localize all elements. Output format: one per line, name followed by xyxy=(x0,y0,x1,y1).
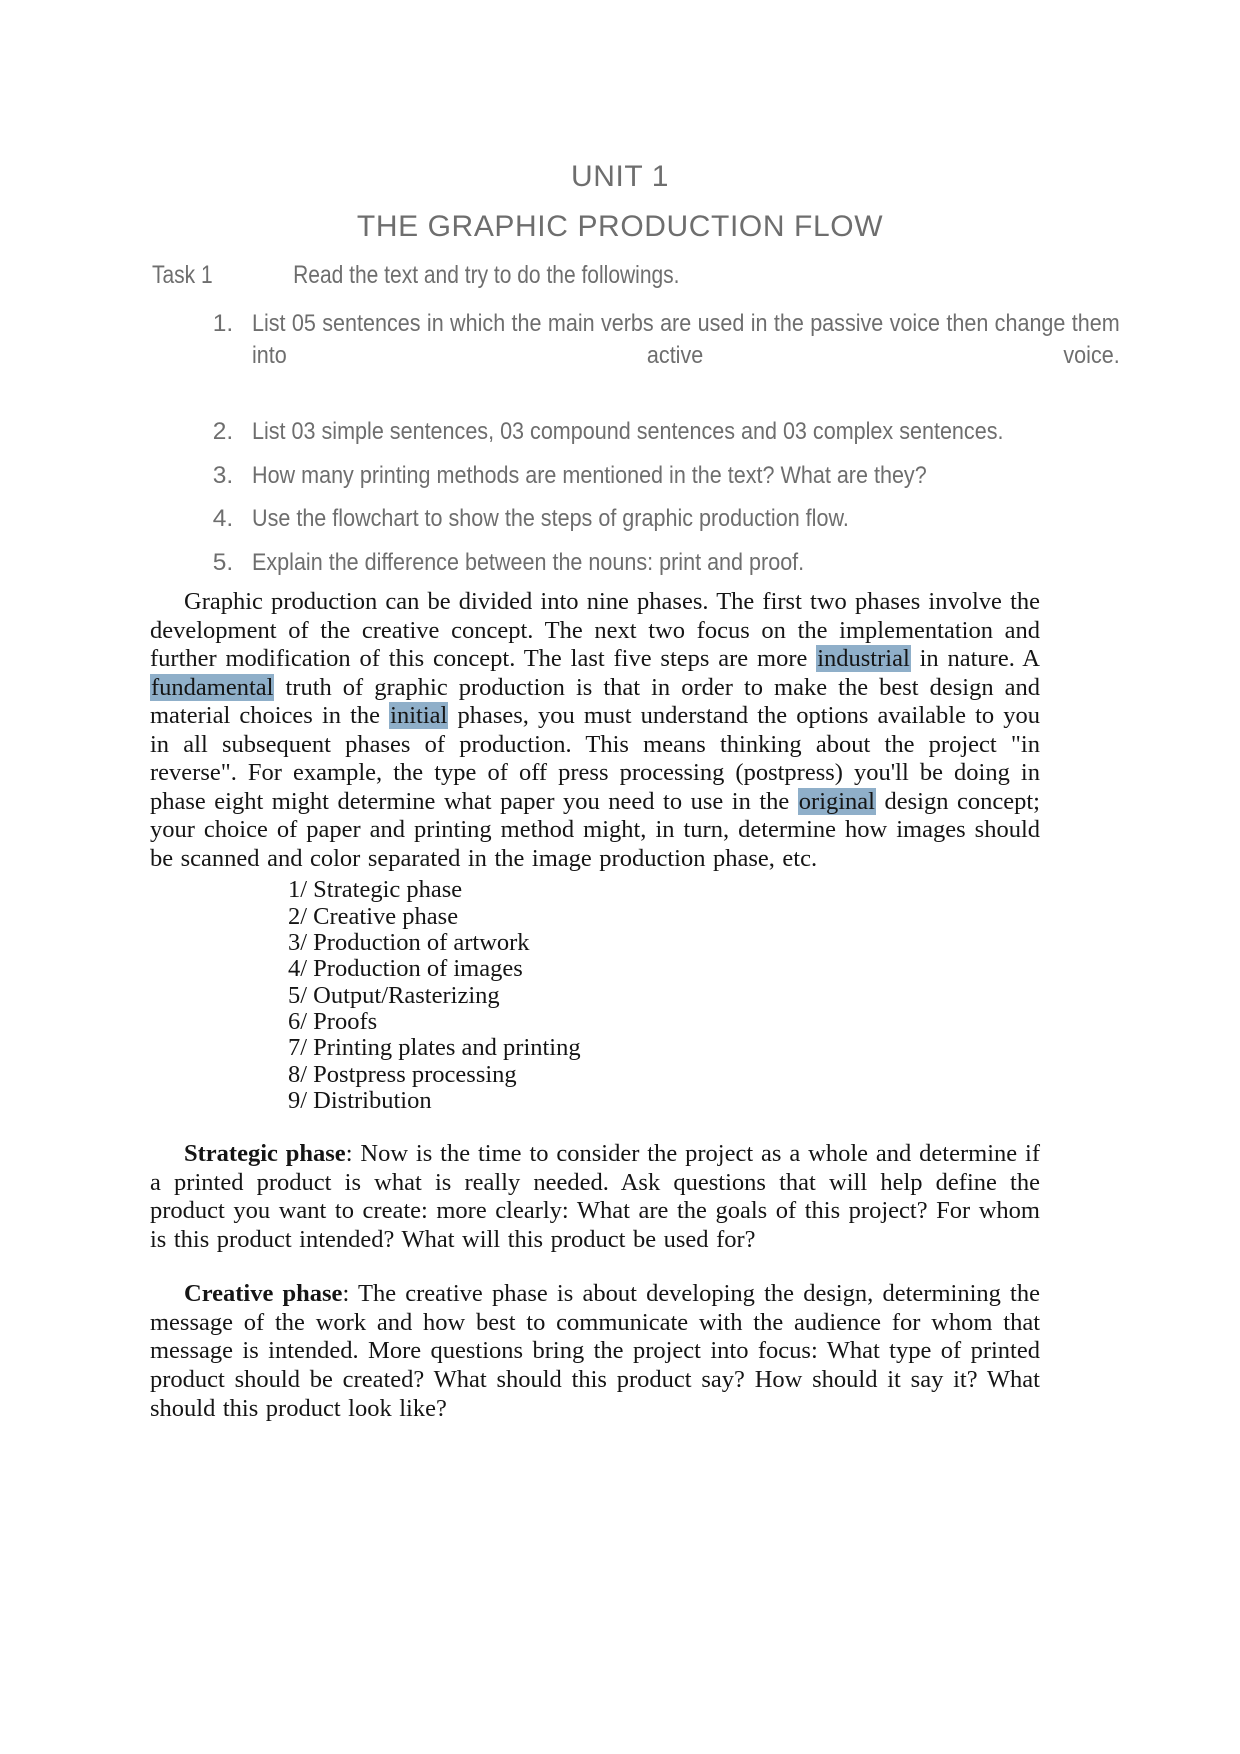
task-heading-line xyxy=(152,262,942,290)
phase-list-item: 3/ Production of artwork xyxy=(288,928,530,956)
phase-list-item: 5/ Output/Rasterizing xyxy=(288,981,500,1009)
intro-text-part-4: phases, you must understand the options available to you in all subsequent phases of production. This means thinking about the project "in reverse". For example, the type of off press processing (postpress) you'll be doing in phase eight might determine what paper you need to use in the xyxy=(150,702,1041,815)
task-item-text: 4. Use the flowchart to show the steps of graphic production flow. xyxy=(252,505,849,533)
highlight-initial: initial xyxy=(390,702,448,730)
phase-list-item: 4/ Production of images xyxy=(288,955,523,983)
creative-phase-lead: Creative phase xyxy=(184,1280,343,1308)
task-item-text: 3. How many printing methods are mentioned in the text? What are they? xyxy=(252,461,927,489)
phase-list-item: 1/ Strategic phase xyxy=(288,876,463,904)
unit-title-row xyxy=(0,160,1240,194)
strategic-phase-lead: Strategic phase xyxy=(184,1140,346,1168)
body-content xyxy=(150,588,1040,1423)
task-section xyxy=(152,261,1120,591)
phase-list xyxy=(150,877,1040,1114)
creative-phase-paragraph xyxy=(150,1280,1040,1423)
document-title: THE GRAPHIC PRODUCTION FLOW xyxy=(356,210,884,243)
document-title-row xyxy=(0,210,1240,244)
task-item-text: 1. List 05 sentences in which the main verbs are used in the passive voice then change them into active voice. xyxy=(252,309,1120,370)
phase-list-item: 7/ Printing plates and printing xyxy=(288,1034,581,1062)
task-label: Task 1 xyxy=(152,261,213,289)
spacer xyxy=(150,1254,1040,1280)
task-item-text: 2. List 03 simple sentences, 03 compound sentences and 03 complex sentences. xyxy=(252,418,1004,446)
phase-list-item: 9/ Distribution xyxy=(288,1086,432,1114)
highlight-industrial: industrial xyxy=(817,645,910,673)
task-list-item xyxy=(240,503,1120,536)
task-list-item xyxy=(240,547,1120,580)
spacer xyxy=(150,1114,1040,1140)
phase-list-item: 8/ Postpress processing xyxy=(288,1060,517,1088)
intro-text-part-5: design concept; your choice of paper and printing method might, in turn, determine how images should be scanned and color separated in the image production phase, etc. xyxy=(150,787,1040,872)
task-list-item xyxy=(240,416,1120,449)
highlight-original: original xyxy=(798,787,875,815)
highlight-fundamental: fundamental xyxy=(151,673,274,701)
task-list-item xyxy=(240,460,1120,493)
intro-text-part-1: Graphic production can be divided into nine phases. The first two phases involve the development of the creative concept. The next two focus on the implementation and further modification of this concept. The last five steps are more xyxy=(150,588,1040,673)
intro-text-part-3: truth of graphic production is that in order to make the best design and material choices in the xyxy=(150,673,1040,730)
strategic-phase-text: : Now is the time to consider the project as a whole and determine if a printed product is what is really needed. Ask questions that will help define the product you want to create: more clearly: What are the goals of this project? For whom is this product intended? What will this product be used for? xyxy=(150,1140,1040,1253)
phase-list-item: 2/ Creative phase xyxy=(288,902,459,930)
task-list xyxy=(152,308,1120,580)
creative-phase-text: : The creative phase is about developing the design, determining the message of the work and how best to communicate with the audience for whom that message is intended. More questions bring the project into focus: What type of printed product should be created? What should this product say? How should it say it? What should this product look like? xyxy=(150,1280,1040,1422)
phase-list-item: 6/ Proofs xyxy=(288,1007,378,1035)
unit-title: UNIT 1 xyxy=(570,160,670,193)
intro-text-part-2: in nature. A xyxy=(910,645,1041,673)
task-list-item xyxy=(240,308,1120,406)
strategic-phase-paragraph xyxy=(150,1140,1040,1254)
task-instruction: Read the text and try to do the followings. xyxy=(293,261,680,289)
intro-paragraph xyxy=(150,588,1040,873)
task-item-text: 5. Explain the difference between the nouns: print and proof. xyxy=(252,548,805,576)
